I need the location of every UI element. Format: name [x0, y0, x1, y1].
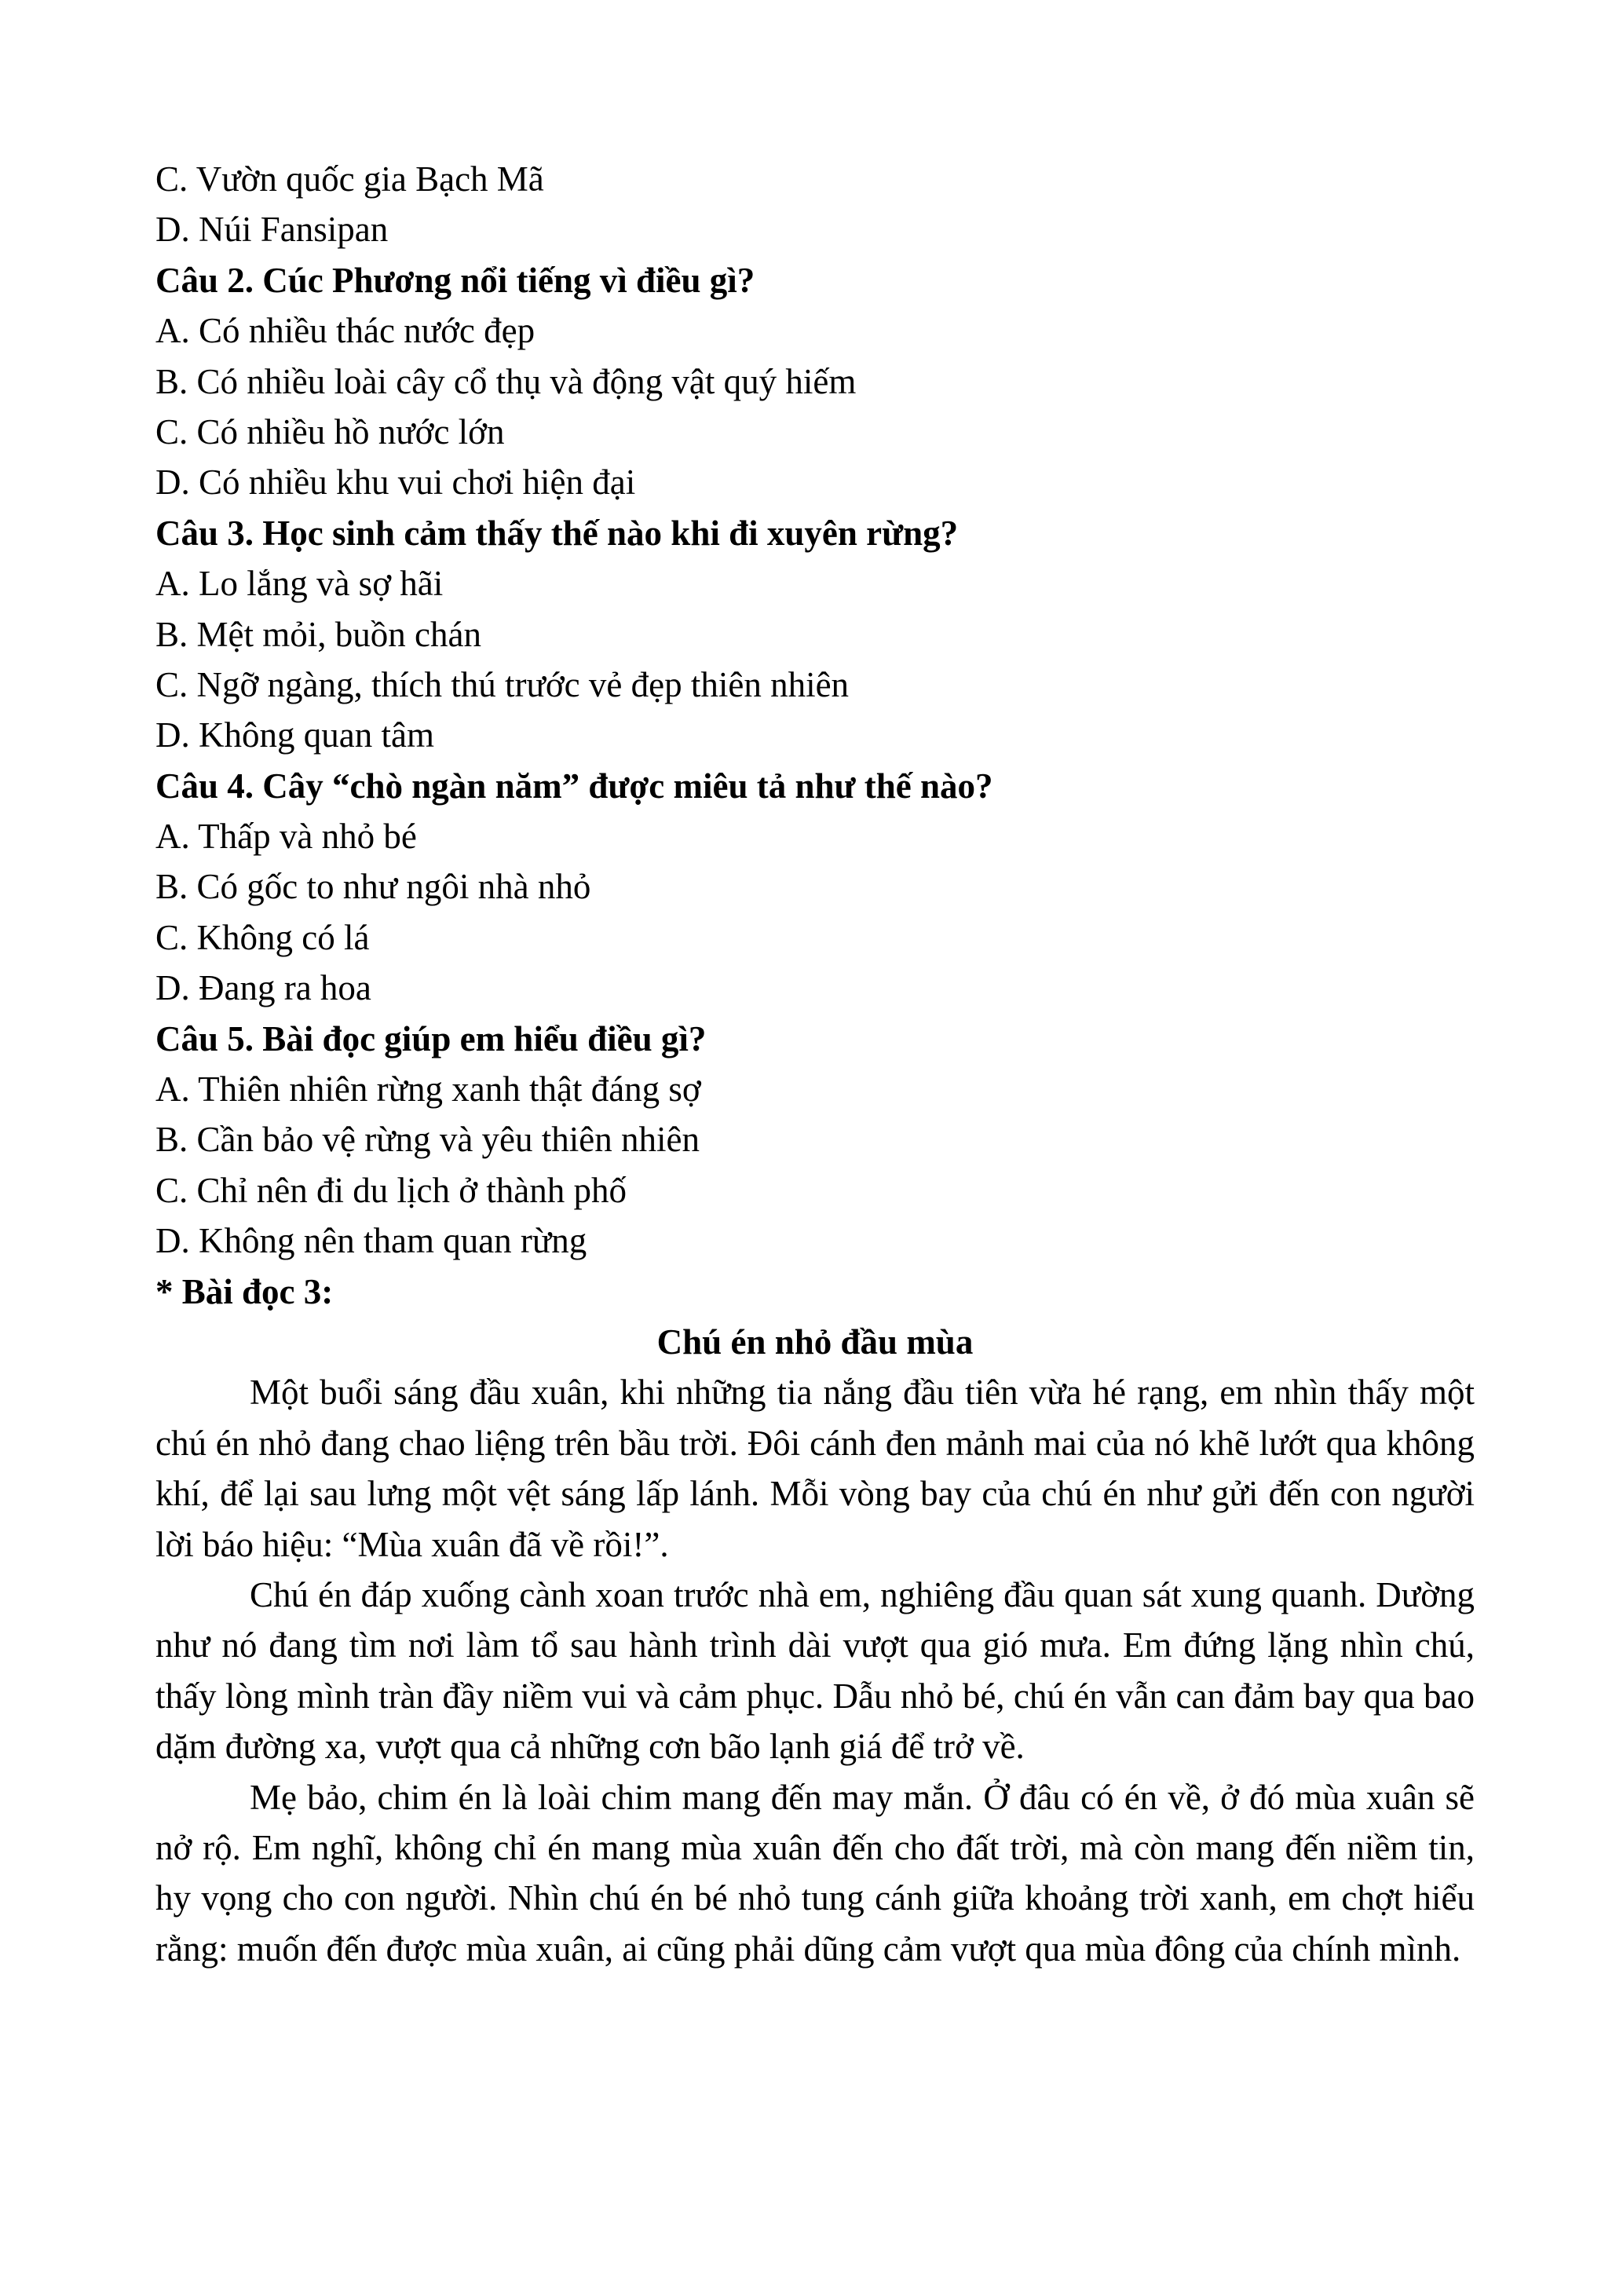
- answer-option: A. Thiên nhiên rừng xanh thật đáng sợ: [155, 1069, 701, 1110]
- answer-option: A. Có nhiều thác nước đẹp: [155, 311, 536, 351]
- answer-option: A. Lo lắng và sợ hãi: [155, 564, 444, 604]
- answer-option: D. Không quan tâm: [155, 715, 434, 755]
- answer-option: D. Núi Fansipan: [155, 210, 389, 250]
- answer-option: C. Chỉ nên đi du lịch ở thành phố: [155, 1170, 627, 1210]
- reading-label: * Bài đọc 3:: [155, 1271, 334, 1311]
- answer-option: B. Mệt mỏi, buồn chán: [155, 614, 481, 654]
- answer-option: C. Có nhiều hồ nước lớn: [155, 411, 505, 452]
- answer-option: B. Có gốc to như ngôi nhà nhỏ: [155, 867, 591, 907]
- answer-option: A. Thấp và nhỏ bé: [155, 817, 417, 857]
- reading-paragraph: Một buổi sáng đầu xuân, khi những tia nắng đầu tiên vừa hé rạng, em nhìn thấy một chú én nhỏ đang chao liệng trên bầu trời. Đôi cánh đen mảnh mai của nó khẽ lướt qua không khí, để lại sau lưng một vệt sáng lấp lánh. Mỗi vòng bay của chú én như gửi đến con người lời báo hiệu: “Mùa xuân đã về rồi!”.: [155, 1373, 1475, 1564]
- answer-option: B. Có nhiều loài cây cổ thụ và động vật quý hiếm: [155, 361, 857, 401]
- reading-title: Chú én nhỏ đầu mùa: [656, 1322, 974, 1362]
- question-2: [155, 255, 1475, 508]
- question-title: Câu 2. Cúc Phương nổi tiếng vì điều gì?: [155, 260, 755, 300]
- answer-option: C. Ngỡ ngàng, thích thú trước vẻ đẹp thiên nhiên: [155, 664, 850, 704]
- question-3: [155, 508, 1475, 761]
- page-content: [155, 154, 1475, 1974]
- answer-option: D. Có nhiều khu vui chơi hiện đại: [155, 462, 636, 503]
- reading-paragraph: Chú én đáp xuống cành xoan trước nhà em, nghiêng đầu quan sát xung quanh. Dường như nó đang tìm nơi làm tổ sau hành trình dài vượt qua gió mưa. Em đứng lặng nhìn chú, thấy lòng mình tràn đầy niềm vui và cảm phục. Dẫu nhỏ bé, chú én vẫn can đảm bay qua bao dặm đường xa, vượt qua cả những cơn bão lạnh giá để trở về.: [155, 1575, 1475, 1767]
- answer-option: D. Không nên tham quan rừng: [155, 1221, 587, 1261]
- question-title: Câu 4. Cây “chò ngàn năm” được miêu tả như thế nào?: [155, 766, 993, 806]
- answer-option: C. Không có lá: [155, 917, 370, 957]
- reading-section: [155, 1267, 1475, 1975]
- question-1-tail: [155, 154, 1475, 255]
- answer-option: D. Đang ra hoa: [155, 968, 371, 1008]
- reading-paragraph: Mẹ bảo, chim én là loài chim mang đến may mắn. Ở đâu có én về, ở đó mùa xuân sẽ nở rộ. Em nghĩ, không chỉ én mang mùa xuân đến cho đất trời, mà còn mang đến niềm tin, hy vọng cho con người. Nhìn chú én bé nhỏ tung cánh giữa khoảng trời xanh, em chợt hiểu rằng: muốn đến được mùa xuân, ai cũng phải dũng cảm vượt qua mùa đông của chính mình.: [155, 1777, 1475, 1969]
- question-title: Câu 3. Học sinh cảm thấy thế nào khi đi xuyên rừng?: [155, 513, 959, 553]
- question-4: [155, 761, 1475, 1014]
- answer-option: B. Cần bảo vệ rừng và yêu thiên nhiên: [155, 1120, 700, 1160]
- answer-option: C. Vườn quốc gia Bạch Mã: [155, 159, 544, 199]
- question-5: [155, 1014, 1475, 1267]
- question-title: Câu 5. Bài đọc giúp em hiểu điều gì?: [155, 1018, 707, 1058]
